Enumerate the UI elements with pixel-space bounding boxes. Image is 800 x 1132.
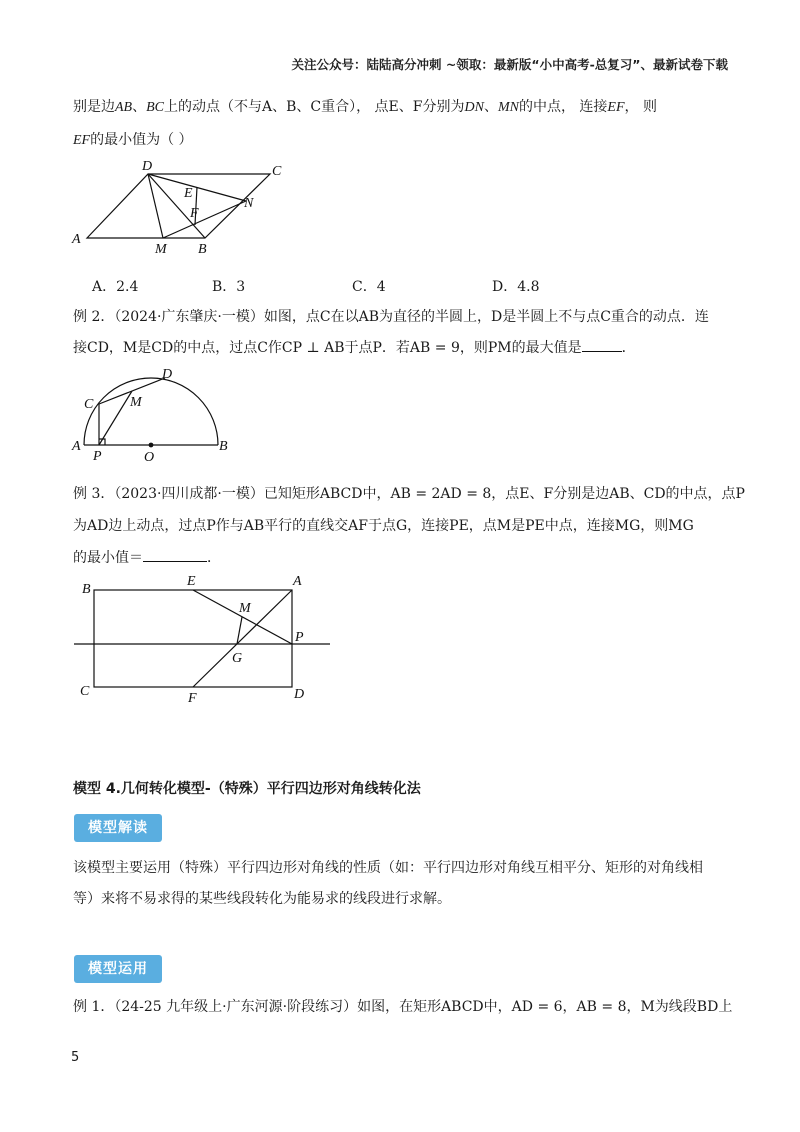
q3-line2: 为AD边上动点，过点P作与AB平行的直线交AF于点G，连接PE，点M是PE中点，连接MG，则MG (73, 518, 694, 534)
choice-a: A．2.4 (92, 279, 139, 295)
label-m: M (130, 395, 142, 410)
segment-ep (193, 590, 292, 644)
label-a: A (72, 232, 81, 247)
section-paragraph-line2: 等）来将不易求得的某些线段转化为能易求的线段进行求解。 (73, 891, 451, 907)
answer-blank (143, 547, 207, 562)
label-d: D (294, 687, 305, 702)
label-c: C (80, 684, 90, 699)
label-n: N (244, 196, 254, 211)
label-o: O (144, 450, 155, 464)
badge-model-application: 模型运用 (74, 955, 162, 983)
q2-figure (60, 362, 250, 464)
q1-line1: 别是边AB、BC上的动点（不与A、B、C重合）， 点E、F分别为DN、MN的中点， 连接EF， 则 (73, 99, 657, 115)
page-header: 关注公众号：陆陆高分冲刺 ~领取：最新版“小中高考-总复习”、最新试卷下载 (291, 57, 728, 72)
label-m: M (239, 601, 251, 616)
section-paragraph-line1: 该模型主要运用（特殊）平行四边形对角线的性质（如：平行四边形对角线互相平分、矩形的对角线相 (73, 860, 703, 876)
parallelogram-abcd (87, 174, 270, 238)
rectangle-abcd (94, 590, 292, 687)
badge-model-reading: 模型解读 (74, 814, 162, 842)
label-b: B (198, 242, 207, 255)
q3-figure (60, 568, 350, 708)
page-number: 5 (71, 1050, 80, 1065)
segment-pm (99, 391, 132, 445)
label-p: P (93, 449, 102, 464)
label-e: E (187, 574, 196, 589)
q3-line3: 的最小值＝ ． (73, 547, 221, 568)
q2-line2: 接CD，M是CD的中点，过点C作CP ⊥ AB于点P．若AB = 9，则PM的最大值是 ． (73, 337, 636, 358)
label-b: B (82, 582, 91, 597)
choice-c: C．4 (352, 279, 386, 295)
q1-figure (60, 155, 300, 255)
example-1-text: 例 1．（24-25 九年级上·广东河源·阶段练习）如图，在矩形ABCD中，AD = 6，AB = 8，M为线段BD上 (73, 999, 733, 1015)
semicircle-arc (84, 378, 218, 445)
label-b: B (219, 439, 228, 454)
choice-b: B．3 (212, 279, 246, 295)
label-a: A (293, 574, 302, 589)
q3-line1: 例 3．（2023·四川成都·一模）已知矩形ABCD中，AB = 2AD = 8，点E、F分别是边AB、CD的中点，点P (73, 486, 745, 502)
label-d: D (162, 367, 173, 382)
segment-dm (148, 174, 163, 238)
segment-mn (163, 201, 246, 238)
choice-d: D．4.8 (492, 279, 540, 295)
label-f: F (188, 691, 197, 706)
label-c: C (84, 397, 94, 412)
q2-line1: 例 2．（2024·广东肇庆·一模）如图，点C在以AB为直径的半圆上，D是半圆上不与点C重合的动点．连 (73, 309, 709, 325)
section-title: 模型 4.几何转化模型-（特殊）平行四边形对角线转化法 (73, 781, 421, 797)
center-point-o (149, 443, 154, 448)
label-d: D (142, 159, 153, 174)
answer-blank (582, 337, 622, 352)
label-a: A (72, 439, 81, 454)
label-g: G (232, 651, 243, 666)
label-e: E (184, 186, 193, 201)
label-p: P (295, 630, 304, 645)
label-f: F (190, 206, 199, 221)
q1-line2: EF的最小值为（ ） (73, 132, 193, 148)
label-m: M (155, 242, 167, 255)
label-c: C (272, 164, 282, 179)
